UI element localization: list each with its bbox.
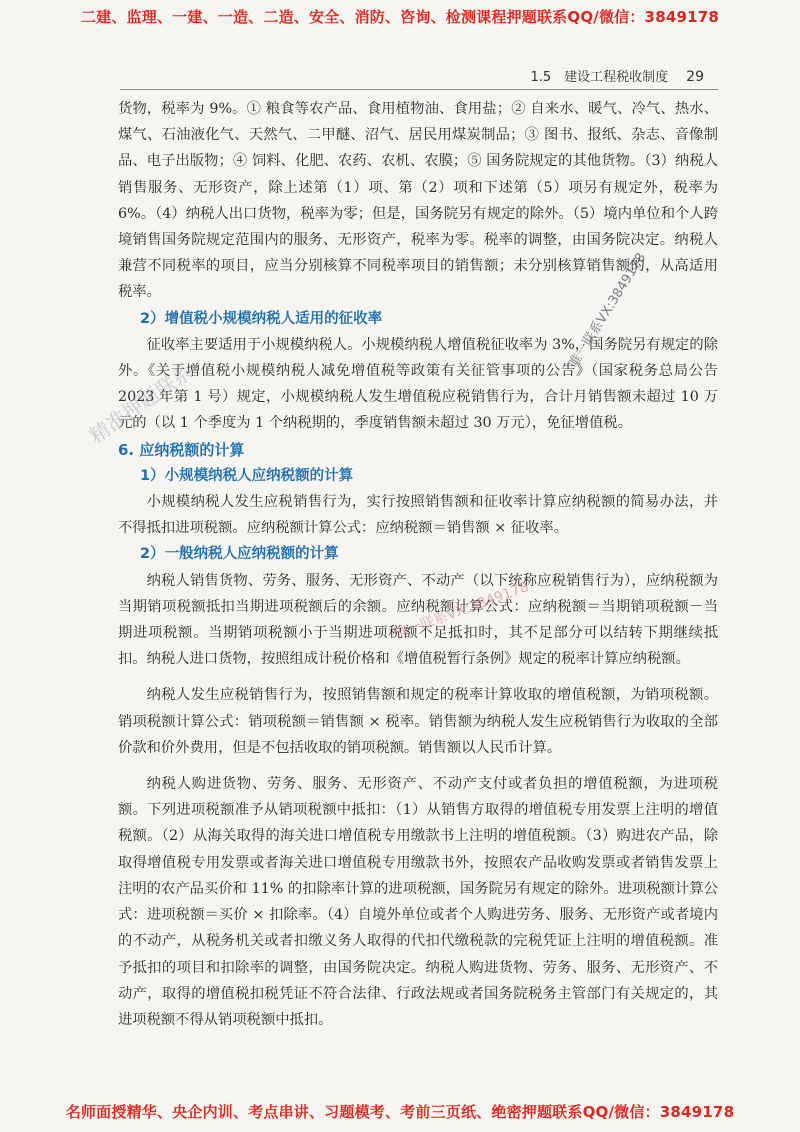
- paragraph-payable-tax: 纳税人销售货物、劳务、服务、无形资产、不动产（以下统称应税销售行为），应纳税额为当期销项税额抵扣当期进项税额后的余额。应纳税额计算公式：应纳税额＝当期销项税额－当期进项税额。当期销项税额小于当期进项税额不足抵扣时，其不足部分可以结转下期继续抵扣。纳税人进口货物，按照组成计税价格和《增值税暂行条例》规定的税率计算应纳税额。: [118, 572, 718, 668]
- paragraph-simple-method: 小规模纳税人发生应税销售行为，实行按照销售额和征收率计算应纳税额的简易办法，并不得抵扣进项税额。应纳税额计算公式：应纳税额＝销售额 × 征收率。: [118, 494, 718, 537]
- paragraph-input-tax: 纳税人购进货物、劳务、服务、无形资产、不动产支付或者负担的增值税额，为进项税额。下列进项税额准予从销项税额中抵扣：（1）从销售方取得的增值税专用发票上注明的增值税额。（2）从海关取得的海关进口增值税专用缴款书上注明的增值税额。（3）购进农产品，除取得增值税专用发票或者海关进口增值税专用缴款书外，按照农产品收购发票或者销售发票上注明的农产品买价和 11% 的扣除率计算的进项税额，国务院另有规定的除外。进项税额计算公式：进项税额＝买价 × 扣除率。（4）自境外单位或者个人购进劳务、服务、无形资产或者境内的不动产，从税务机关或者扣缴义务人取得的代扣代缴税款的完税凭证上注明的增值税额。准予抵扣的项目和扣除率的调整，由国务院决定。纳税人购进货物、劳务、服务、无形资产、不动产，取得的增值税扣税凭证不符合法律、行政法规或者国务院税务主管部门有关规定的，其进项税额不得从销项税额中抵扣。: [118, 776, 718, 1028]
- page-body: [118, 96, 718, 1033]
- page-number: 29: [686, 69, 704, 85]
- watermark-promo: 精准押题联系: [84, 359, 197, 448]
- top-promo-banner: 二建、监理、一建、一造、二造、安全、消防、咨询、检测课程押题联系QQ/微信：3849178: [80, 8, 720, 26]
- heading-general-taxpayer-calc: 2）一般纳税人应纳税额的计算: [140, 546, 339, 563]
- watermark-contact: 唯一联系VX:3849178: [566, 250, 650, 371]
- header-rule: [120, 89, 718, 90]
- section-title: 1.5 建设工程税收制度: [530, 70, 669, 85]
- heading-small-taxpayer-rate: 2）增值税小规模纳税人适用的征收率: [140, 310, 383, 327]
- watermark-contact-red: 唯一联系VX:3849178: [391, 579, 532, 643]
- heading-tax-calculation: 6. 应纳税额的计算: [118, 440, 245, 459]
- heading-small-taxpayer-calc: 1）小规模纳税人应纳税额的计算: [140, 467, 354, 484]
- paragraph-collection-rate: 征收率主要适用于小规模纳税人。小规模纳税人增值税征收率为 3%，国务院另有规定的除外。《关于增值税小规模纳税人减免增值税等政策有关征管事项的公告》（国家税务总局公告 2023 年第 1 号）规定，小规模纳税人发生增值税应税销售行为，合计月销售额未超过 10 万元的（以 1 个季度为 1 个纳税期的，季度销售额未超过 30 万元），免征增值税。: [118, 336, 718, 432]
- bottom-promo-banner: 名师面授精华、央企内训、考点串讲、习题模考、考前三页纸、绝密押题联系QQ/微信：3849178: [65, 1103, 735, 1121]
- running-head: [530, 66, 704, 85]
- paragraph-tax-rates: 货物，税率为 9%。① 粮食等农产品、食用植物油、食用盐；② 自来水、暖气、冷气、热水、煤气、石油液化气、天然气、二甲醚、沼气、居民用煤炭制品；③ 图书、报纸、杂志、音像制品、电子出版物；④ 饲料、化肥、农药、农机、农膜；⑤ 国务院规定的其他货物。（3）纳税人销售服务、无形资产，除上述第（1）项、第（2）项和下述第（5）项另有规定外，税率为 6%。（4）纳税人出口货物，税率为零；但是，国务院另有规定的除外。（5）境内单位和个人跨境销售国务院规定范围内的服务、无形资产，税率为零。税率的调整，由国务院决定。纳税人兼营不同税率的项目，应当分别核算不同税率项目的销售额；未分别核算销售额的，从高适用税率。: [118, 101, 718, 301]
- paragraph-output-tax: 纳税人发生应税销售行为，按照销售额和规定的税率计算收取的增值税额，为销项税额。销项税额计算公式：销项税额＝销售额 × 税率。销售额为纳税人发生应税销售行为收取的全部价款和价外费用，但是不包括收取的销项税额。销售额以人民币计算。: [118, 687, 718, 756]
